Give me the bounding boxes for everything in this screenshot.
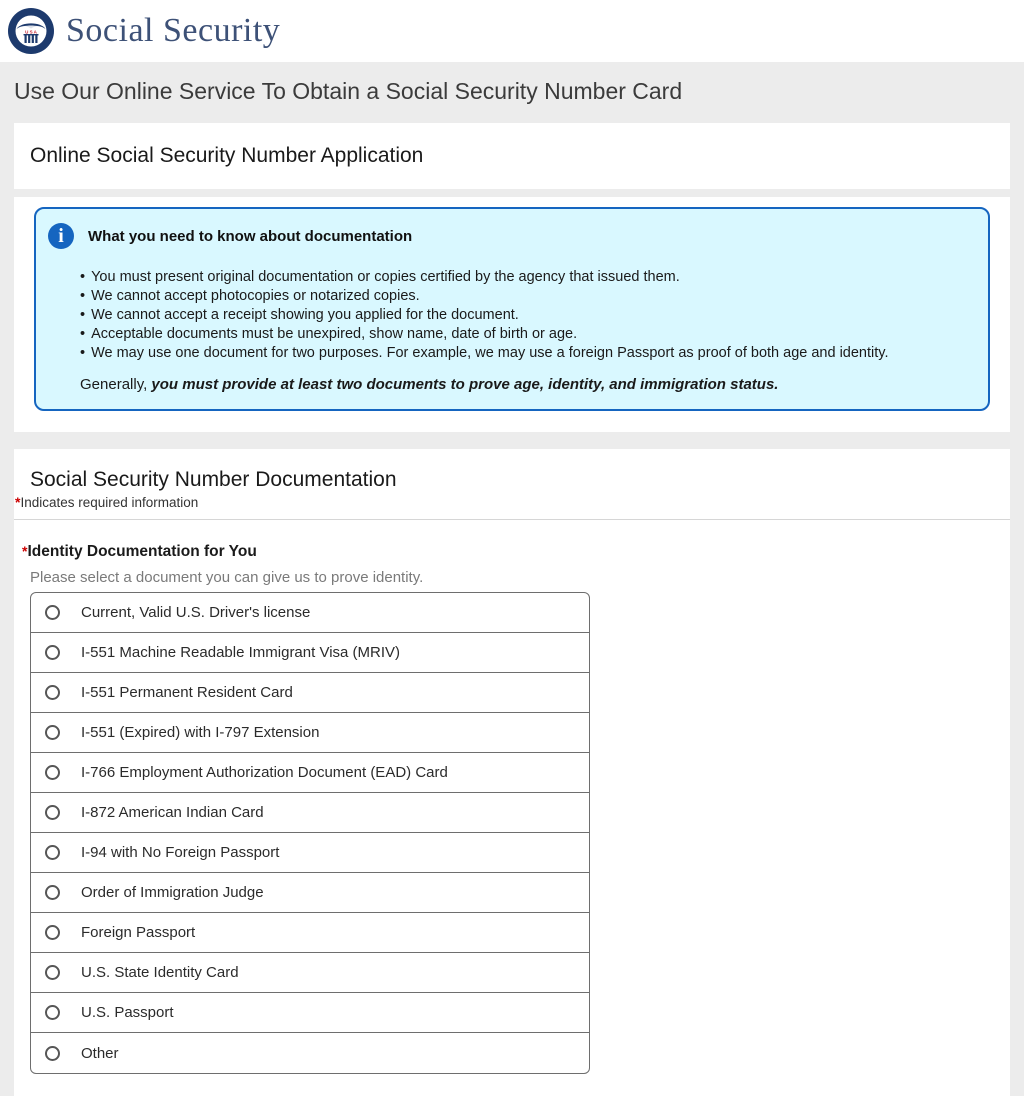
info-note-prefix: Generally, bbox=[80, 376, 152, 393]
identity-option-list bbox=[30, 592, 590, 1074]
radio-button-icon[interactable] bbox=[45, 685, 60, 700]
required-note bbox=[15, 494, 1010, 510]
info-bullet: • We cannot accept a receipt showing you applied for the document. bbox=[80, 306, 970, 325]
identity-option-row[interactable] bbox=[31, 753, 589, 793]
radio-button-icon[interactable] bbox=[45, 605, 60, 620]
identity-documentation-section bbox=[14, 520, 1010, 1074]
info-box-heading: What you need to know about documentation bbox=[88, 227, 413, 245]
info-icon: i bbox=[48, 223, 74, 249]
identity-label bbox=[22, 543, 1010, 561]
radio-button-icon[interactable] bbox=[45, 1005, 60, 1020]
identity-option-label: Other bbox=[81, 1044, 119, 1062]
identity-label-text: Identity Documentation for You bbox=[27, 543, 257, 560]
documentation-info-box bbox=[34, 207, 990, 411]
identity-option-row[interactable] bbox=[31, 673, 589, 713]
identity-option-label: I-551 Permanent Resident Card bbox=[81, 684, 293, 701]
identity-option-row[interactable] bbox=[31, 713, 589, 753]
info-bullet: • Acceptable documents must be unexpired, show name, date of birth or age. bbox=[80, 325, 970, 344]
radio-button-icon[interactable] bbox=[45, 885, 60, 900]
radio-button-icon[interactable] bbox=[45, 845, 60, 860]
info-bullet: • We cannot accept photocopies or notarized copies. bbox=[80, 287, 970, 306]
radio-button-icon[interactable] bbox=[45, 925, 60, 940]
identity-option-row[interactable] bbox=[31, 793, 589, 833]
identity-option-row[interactable] bbox=[31, 593, 589, 633]
svg-text:U S A: U S A bbox=[25, 29, 37, 35]
documentation-card bbox=[14, 449, 1010, 1096]
identity-option-label: U.S. State Identity Card bbox=[81, 964, 239, 981]
radio-button-icon[interactable] bbox=[45, 805, 60, 820]
identity-option-label: I-872 American Indian Card bbox=[81, 804, 264, 821]
identity-option-row[interactable] bbox=[31, 873, 589, 913]
ssa-seal-icon bbox=[8, 8, 54, 54]
site-header bbox=[0, 0, 1024, 62]
radio-button-icon[interactable] bbox=[45, 725, 60, 740]
required-asterisk-icon: * bbox=[15, 494, 21, 510]
required-note-text: Indicates required information bbox=[20, 495, 199, 510]
info-card bbox=[14, 197, 1010, 432]
identity-option-row[interactable] bbox=[31, 633, 589, 673]
info-note bbox=[80, 376, 970, 393]
radio-button-icon[interactable] bbox=[45, 765, 60, 780]
radio-button-icon[interactable] bbox=[45, 645, 60, 660]
page-title: Use Our Online Service To Obtain a Social Security Number Card bbox=[14, 78, 683, 104]
radio-button-icon[interactable] bbox=[45, 1046, 60, 1061]
identity-option-row[interactable] bbox=[31, 1033, 589, 1073]
identity-hint: Please select a document you can give us to prove identity. bbox=[30, 569, 424, 586]
identity-option-row[interactable] bbox=[31, 913, 589, 953]
identity-option-row[interactable] bbox=[31, 953, 589, 993]
identity-option-label: I-94 with No Foreign Passport bbox=[81, 844, 280, 861]
identity-option-label: U.S. Passport bbox=[81, 1004, 174, 1021]
info-bullet: • We may use one document for two purposes. For example, we may use a foreign Passport as proof of both age and identity. bbox=[80, 344, 970, 363]
required-asterisk-icon: * bbox=[22, 543, 28, 559]
documentation-heading: Social Security Number Documentation bbox=[30, 468, 397, 491]
radio-button-icon[interactable] bbox=[45, 965, 60, 980]
info-note-emphasis: you must provide at least two documents to prove age, identity, and immigration status. bbox=[151, 376, 779, 393]
info-bullet-list bbox=[80, 268, 970, 363]
identity-option-label: Current, Valid U.S. Driver's license bbox=[81, 604, 311, 621]
identity-option-label: Foreign Passport bbox=[81, 924, 196, 941]
identity-option-label: Order of Immigration Judge bbox=[81, 884, 264, 901]
brand-title: Social Security bbox=[66, 12, 281, 49]
identity-option-label: I-551 Machine Readable Immigrant Visa (MRIV) bbox=[81, 644, 401, 661]
application-card bbox=[14, 123, 1010, 189]
identity-option-label: I-551 (Expired) with I-797 Extension bbox=[81, 724, 320, 741]
identity-option-row[interactable] bbox=[31, 993, 589, 1033]
info-bullet: • You must present original documentation or copies certified by the agency that issued them. bbox=[80, 268, 970, 287]
identity-option-row[interactable] bbox=[31, 833, 589, 873]
application-heading: Online Social Security Number Application bbox=[30, 144, 424, 167]
identity-option-label: I-766 Employment Authorization Document (EAD) Card bbox=[81, 764, 448, 781]
